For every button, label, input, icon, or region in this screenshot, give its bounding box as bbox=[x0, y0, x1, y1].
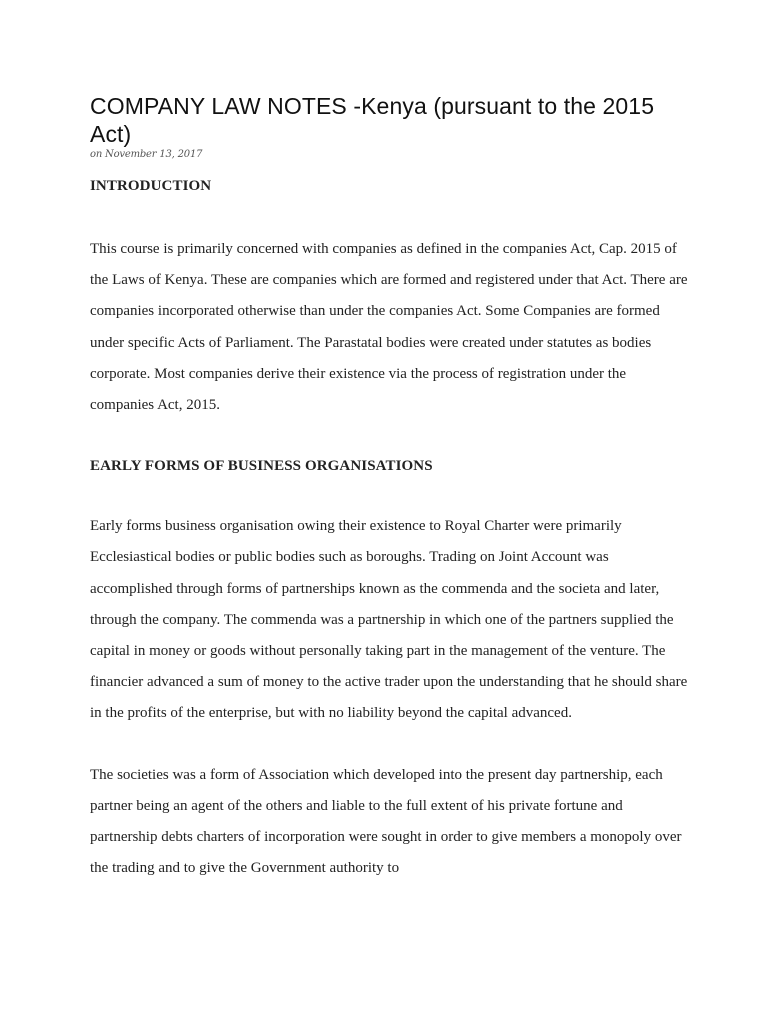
paragraph-introduction: This course is primarily concerned with companies as defined in the companies Act, Cap. 2015 of the Laws of Kenya. These are companies which are formed and registered under that Act. There are companies incorporated otherwise than under the companies Act. Some Companies are formed under specific Acts of Parliament. The Parastatal bodies were created under statutes as bodies corporate. Most companies derive their existence via the process of registration under the companies Act, 2015. bbox=[90, 241, 688, 414]
paragraph-early-forms-1: Early forms business organisation owing their existence to Royal Charter were primarily Ecclesiastical bodies or public bodies such as boroughs. Trading on Joint Account was accomplished through forms of partnerships known as the commenda and the societa and later, through the company. The commenda was a partnership in which one of the partners supplied the capital in money or goods without personally taking part in the management of the venture. The financier advanced a sum of money to the active trader upon the understanding that he should share in the profits of the enterprise, but with no liability beyond the capital advanced. bbox=[90, 518, 688, 722]
spacer bbox=[90, 730, 690, 760]
section-heading-early-forms: EARLY FORMS OF BUSINESS ORGANISATIONS bbox=[90, 458, 433, 475]
article-title: COMPANY LAW NOTES -Kenya (pursuant to the 2015 Act) bbox=[90, 93, 655, 147]
spacer bbox=[90, 196, 690, 234]
spacer bbox=[90, 476, 690, 511]
section-heading-introduction: INTRODUCTION bbox=[90, 178, 212, 194]
spacer bbox=[90, 421, 690, 456]
article bbox=[90, 92, 690, 884]
article-date: on November 13, 2017 bbox=[90, 149, 203, 160]
paragraph-early-forms-2: The societies was a form of Association which developed into the present day partnership, each partner being an agent of the others and liable to the full extent of his private fortune and partnership debts charters of incorporation were sought in order to give members a monopoly over the trading and to give the Government authority to bbox=[90, 766, 682, 877]
